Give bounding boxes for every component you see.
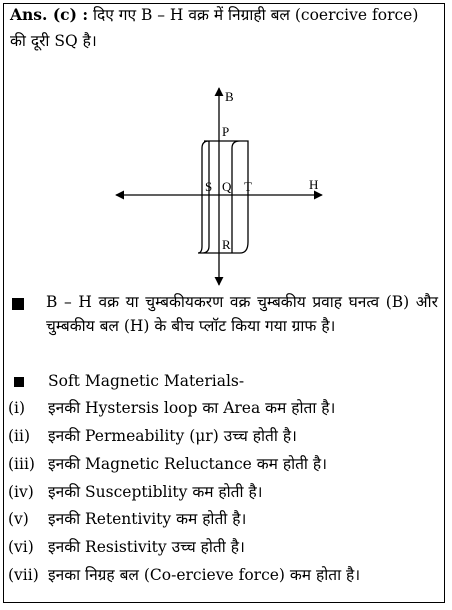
- list-label: (v): [8, 510, 29, 528]
- bh-curve-diagram: [0, 80, 452, 290]
- label-s: S: [205, 179, 213, 194]
- list-label: (iv): [8, 483, 34, 501]
- answer-text-1: दिए गए B – H वक्र में निग्राही बल (coercive force): [88, 6, 419, 24]
- list-item: इनकी Permeability (μr) उच्च होती है।: [48, 427, 297, 445]
- label-q: Q: [222, 179, 232, 194]
- answer-line-2: की दूरी SQ है।: [10, 32, 97, 50]
- list-item: इनकी Magnetic Reluctance कम होती है।: [48, 455, 327, 473]
- label-h: H: [309, 177, 319, 192]
- list-item: इनका निग्रह बल (Co-ercieve force) कम होता है।: [48, 566, 361, 584]
- list-item: इनकी Susceptiblity कम होती है।: [48, 483, 263, 501]
- label-p: P: [222, 124, 230, 139]
- list-item: इनकी Resistivity उच्च होती है।: [48, 538, 245, 556]
- answer-prefix: Ans. (c) :: [10, 5, 89, 24]
- label-b: B: [225, 89, 234, 104]
- soft-materials-heading: Soft Magnetic Materials-: [48, 372, 245, 390]
- list-label: (iii): [8, 455, 35, 473]
- list-item: इनकी Retentivity कम होती है।: [48, 510, 247, 528]
- bh-description: B – H वक्र या चुम्बकीयकरण वक्र चुम्बकीय प्रवाह घनत्व (B) और चुम्बकीय बल (H) के बीच प्लॉट किया गया ग्राफ है।: [46, 293, 438, 335]
- answer-line-1: [10, 5, 418, 25]
- bullet-square: [12, 298, 24, 310]
- list-label: (ii): [8, 427, 31, 445]
- list-label: (vi): [8, 538, 34, 556]
- label-t: T: [244, 179, 252, 194]
- list-label: (vii): [8, 566, 39, 584]
- list-item: इनकी Hystersis loop का Area कम होता है।: [48, 399, 336, 417]
- bullet-square: [14, 377, 24, 387]
- list-label: (i): [8, 399, 26, 417]
- label-r: R: [222, 237, 231, 252]
